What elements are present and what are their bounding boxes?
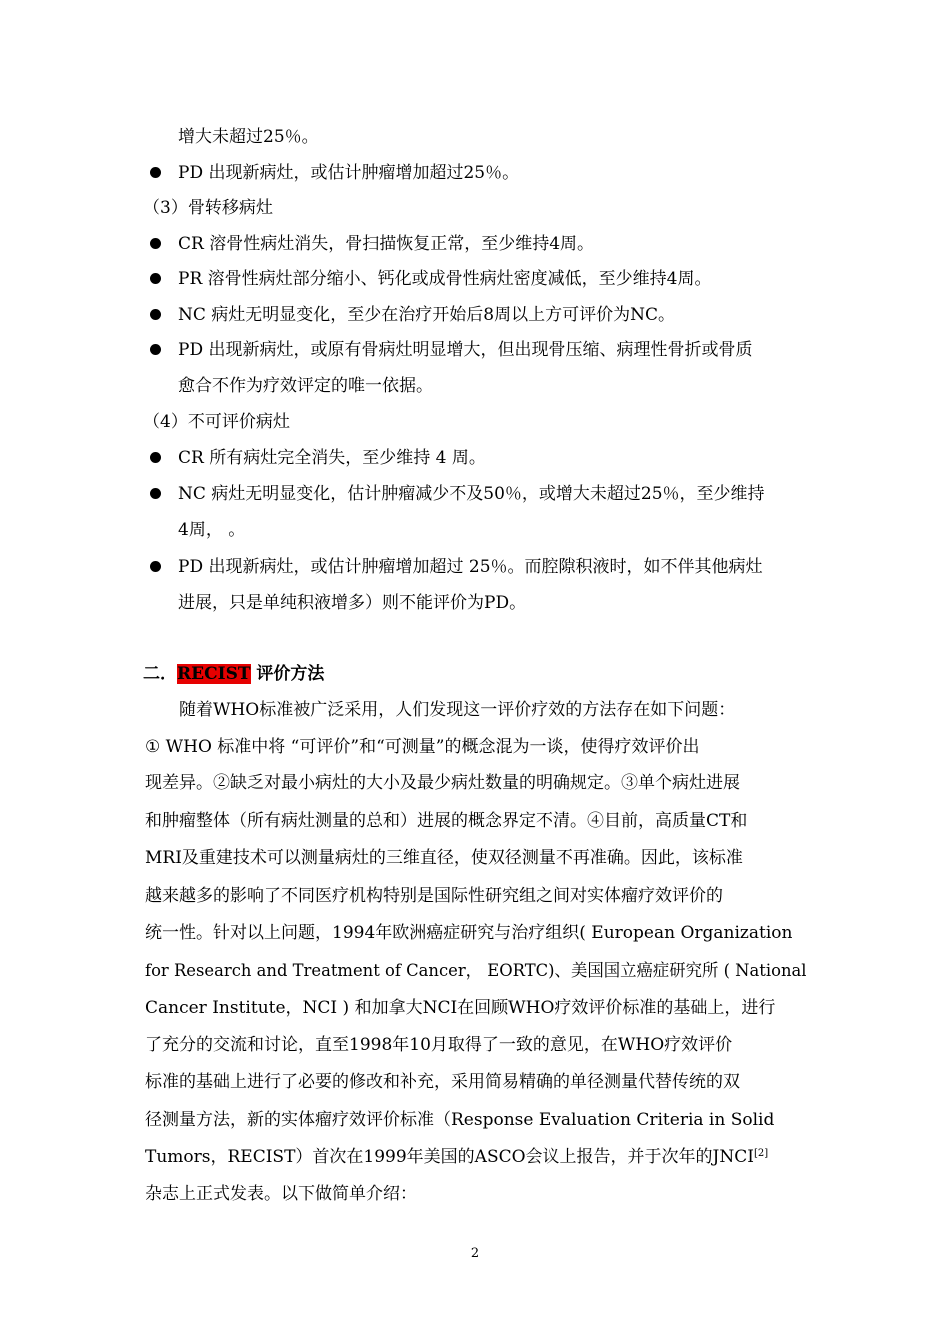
bullet-icon	[150, 488, 161, 499]
bullet-icon	[150, 273, 161, 284]
section-heading	[143, 663, 324, 685]
paragraph-text: Tumors，RECIST）首次在1999年美国的ASCO会议上报告，并于次年的JNCI	[145, 1147, 754, 1167]
heading-highlight: RECIST	[177, 664, 251, 684]
paragraph-line: for Research and Treatment of Cancer， EORTC)、美国国立癌症研究所 ( National	[145, 961, 807, 981]
paragraph-line: 和肿瘤整体（所有病灶测量的总和）进展的概念界定不清。④目前，高质量CT和	[145, 811, 748, 831]
bullet-icon	[150, 309, 161, 320]
list-item: PR 溶骨性病灶部分缩小、钙化或成骨性病灶密度减低，至少维持4周。	[178, 269, 712, 289]
bullet-icon	[150, 561, 161, 572]
paragraph-line	[145, 1146, 768, 1168]
heading-title: 评价方法	[250, 664, 325, 684]
list-item: CR 溶骨性病灶消失，骨扫描恢复正常，至少维持4周。	[178, 234, 595, 254]
paragraph-line: 随着WHO标准被广泛采用，人们发现这一评价疗效的方法存在如下问题：	[145, 700, 736, 720]
paragraph-line: 统一性。针对以上问题，1994年欧洲癌症研究与治疗组织( European Organization	[145, 923, 793, 943]
paragraph-line: Cancer Institute，NCI ) 和加拿大NCI在回顾WHO疗效评价标准的基础上，进行	[145, 998, 776, 1018]
paragraph-line: 越来越多的影响了不同医疗机构特别是国际性研究组之间对实体瘤疗效评价的	[145, 886, 723, 906]
section-3-title: （3）骨转移病灶	[143, 198, 273, 218]
paragraph-line: ① WHO 标准中将 “可评价”和“可测量”的概念混为一谈，使得疗效评价出	[145, 737, 700, 757]
list-item: PD 出现新病灶，或估计肿瘤增加超过 25％。而腔隙积液时，如不伴其他病灶	[178, 557, 763, 577]
paragraph-line: 径测量方法，新的实体瘤疗效评价标准（Response Evaluation Criteria in Solid	[145, 1110, 775, 1130]
paragraph-line: MRI及重建技术可以测量病灶的三维直径，使双径测量不再准确。因此，该标准	[145, 848, 743, 868]
bullet-icon	[150, 167, 161, 178]
bullet-icon	[150, 344, 161, 355]
bullet-icon	[150, 238, 161, 249]
list-item: PD 出现新病灶，或估计肿瘤增加超过25％。	[178, 163, 520, 183]
list-item-continuation: 4周， 。	[178, 520, 246, 540]
page-number: 2	[470, 1246, 480, 1261]
list-item-continuation: 进展，只是单纯积液增多）则不能评价为PD。	[178, 593, 527, 613]
heading-number: 二．	[143, 664, 177, 684]
paragraph-line: 了充分的交流和讨论，直至1998年10月取得了一致的意见，在WHO疗效评价	[145, 1035, 733, 1055]
paragraph-line: 现差异。②缺乏对最小病灶的大小及最少病灶数量的明确规定。③单个病灶进展	[145, 773, 740, 793]
bullet-icon	[150, 452, 161, 463]
list-item-continuation: 增大未超过25％。	[178, 127, 319, 147]
list-item: CR 所有病灶完全消失，至少维持 4 周。	[178, 448, 486, 468]
paragraph-line: 标准的基础上进行了必要的修改和补充，采用简易精确的单径测量代替传统的双	[145, 1072, 740, 1092]
list-item: NC 病灶无明显变化，至少在治疗开始后8周以上方可评价为NC。	[178, 305, 675, 325]
list-item: NC 病灶无明显变化，估计肿瘤减少不及50％，或增大未超过25％，至少维持	[178, 484, 765, 504]
section-4-title: （4）不可评价病灶	[143, 412, 290, 432]
citation-ref[interactable]: [2]	[753, 1148, 769, 1159]
paragraph-line: 杂志上正式发表。以下做简单介绍：	[145, 1184, 417, 1204]
list-item-continuation: 愈合不作为疗效评定的唯一依据。	[178, 376, 433, 396]
list-item: PD 出现新病灶，或原有骨病灶明显增大，但出现骨压缩、病理性骨折或骨质	[178, 340, 753, 360]
